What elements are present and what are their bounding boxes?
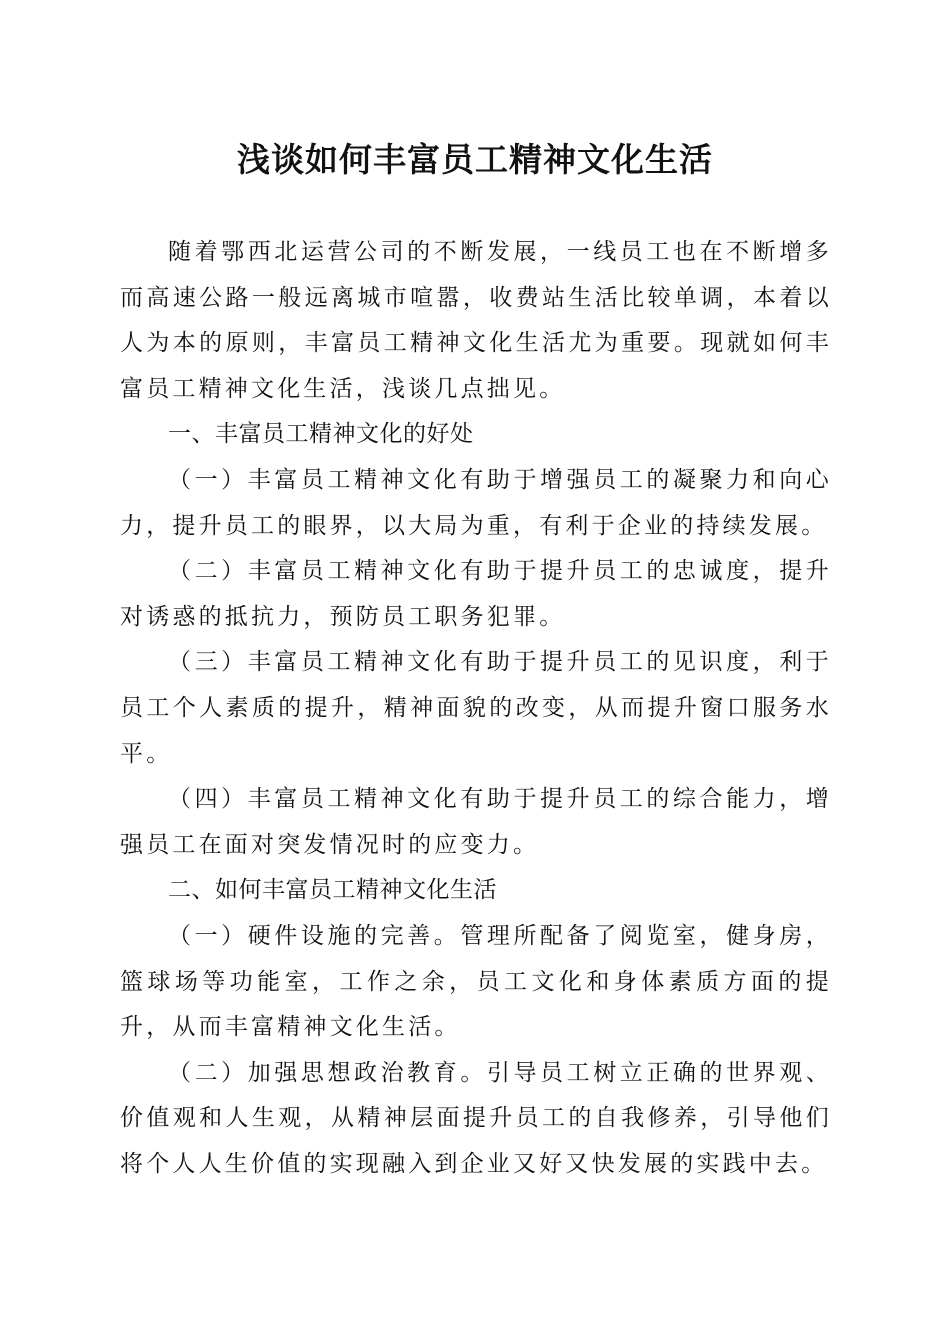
benefit-item-3: （三）丰富员工精神文化有助于提升员工的见识度，利于员工个人素质的提升，精神面貌的改变，从而提升窗口服务水平。 bbox=[120, 649, 832, 767]
benefit-item-4: （四）丰富员工精神文化有助于提升员工的综合能力，增强员工在面对突发情况时的应变力。 bbox=[120, 786, 832, 858]
section-heading-benefits: 一、丰富员工精神文化的好处 bbox=[168, 421, 474, 448]
method-item-2: （二）加强思想政治教育。引导员工树立正确的世界观、价值观和人生观，从精神层面提升员工的自我修养，引导他们将个人人生价值的实现融入到企业又好又快发展的实践中去。 bbox=[120, 1059, 832, 1177]
document-title: 浅谈如何丰富员工精神文化生活 bbox=[237, 140, 713, 179]
section-heading-methods: 二、如何丰富员工精神文化生活 bbox=[168, 877, 497, 904]
method-item-1: （一）硬件设施的完善。管理所配备了阅览室，健身房，篮球场等功能室，工作之余，员工文化和身体素质方面的提升，从而丰富精神文化生活。 bbox=[120, 922, 832, 1041]
intro-paragraph: 随着鄂西北运营公司的不断发展，一线员工也在不断增多而高速公路一般远离城市喧嚣，收费站生活比较单调，本着以人为本的原则，丰富员工精神文化生活尤为重要。现就如何丰富员工精神文化生活，浅谈几点拙见。 bbox=[120, 239, 832, 402]
benefit-item-1: （一）丰富员工精神文化有助于增强员工的凝聚力和向心力，提升员工的眼界，以大局为重，有利于企业的持续发展。 bbox=[120, 466, 832, 539]
benefit-item-2: （二）丰富员工精神文化有助于提升员工的忠诚度，提升对诱惑的抵抗力，预防员工职务犯罪。 bbox=[120, 558, 832, 630]
document-body bbox=[120, 230, 832, 1187]
